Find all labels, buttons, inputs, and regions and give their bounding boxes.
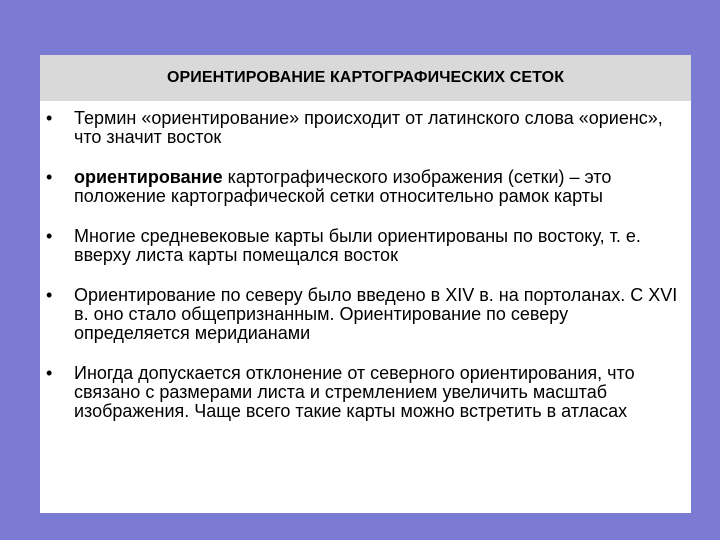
slide-title: ОРИЕНТИРОВАНИЕ КАРТОГРАФИЧЕСКИХ СЕТОК [166,69,565,86]
title-panel [40,55,691,101]
bullet-text: Термин «ориентирование» происходит от латинского слова «ориенс», что значит восток [74,108,663,147]
bullet-icon: • [46,285,53,305]
bullet-item [40,364,685,421]
bullet-icon: • [46,167,53,187]
bullet-icon: • [46,108,53,128]
bullet-text: картографического изображения (сетки) – это положение картографической сетки относительно рамок карты [74,167,612,206]
content-panel [40,101,691,513]
bullet-text: Иногда допускается отклонение от северного ориентирования, что связано с размерами листа и стремлением увеличить масштаб изображения. Чаще всего такие карты можно встретить в атласах [74,363,635,421]
bullet-icon: • [46,363,53,383]
bullet-item [40,109,685,147]
bullet-item [40,286,685,343]
bullet-bold-term: ориентирование [74,167,223,187]
bullet-text: Ориентирование по северу было введено в XIV в. на портоланах. С XVI в. оно стало общепризнанным. Ориентирование по северу определяется меридианами [74,285,678,343]
bullet-item [40,227,685,265]
bullet-item [40,168,685,206]
bullet-list [40,109,685,421]
bullet-icon: • [46,226,53,246]
bullet-text: Многие средневековые карты были ориентированы по востоку, т. е. вверху листа карты помещался восток [74,226,641,265]
